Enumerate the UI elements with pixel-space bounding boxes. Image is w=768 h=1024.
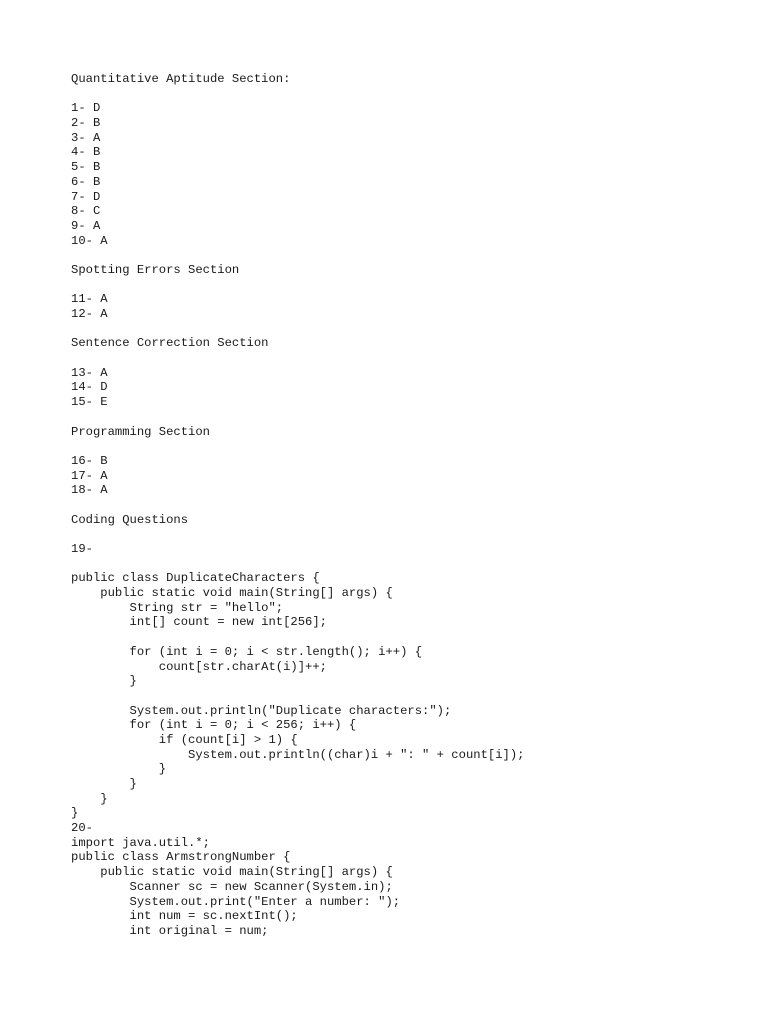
- code-line: public class ArmstrongNumber {: [71, 850, 291, 865]
- section-heading-spotting: Spotting Errors Section: [71, 262, 240, 277]
- code-line: for (int i = 0; i < 256; i++) {: [71, 718, 357, 733]
- answer-line: 6- B: [71, 174, 101, 189]
- spacer: [71, 351, 751, 366]
- question-label-20: 20-: [71, 821, 93, 836]
- code-line: System.out.println("Duplicate characters:");: [71, 703, 452, 718]
- code-line: String str = "hello";: [71, 600, 284, 615]
- spacer: [71, 278, 751, 293]
- code-line: for (int i = 0; i < str.length(); i++) {: [71, 644, 423, 659]
- code-line: System.out.print("Enter a number: ");: [71, 894, 401, 909]
- answer-line: 11- A: [71, 292, 108, 307]
- section-heading-sentence: Sentence Correction Section: [71, 336, 269, 351]
- spacer: [71, 87, 751, 102]
- code-line: import java.util.*;: [71, 835, 210, 850]
- answer-line: 18- A: [71, 483, 108, 498]
- code-line: }: [71, 777, 137, 791]
- code-line: }: [71, 762, 167, 777]
- answer-line: 3- A: [71, 130, 101, 145]
- code-block-19: [71, 571, 751, 821]
- answer-line: 7- D: [71, 189, 101, 204]
- answer-line: 4- B: [71, 145, 101, 160]
- answer-key-document: [71, 72, 751, 939]
- spacer: [71, 248, 751, 263]
- spacer: [71, 410, 751, 425]
- answer-line: 13- A: [71, 365, 108, 380]
- code-line: [71, 689, 751, 704]
- answer-line: 2- B: [71, 116, 101, 131]
- code-line: Scanner sc = new Scanner(System.in);: [71, 879, 393, 894]
- answer-line: 15- E: [71, 395, 108, 410]
- code-line: int original = num;: [71, 923, 269, 938]
- section-heading-programming: Programming Section: [71, 424, 210, 439]
- code-line: [71, 630, 751, 645]
- spacer: [71, 439, 751, 454]
- code-line: int[] count = new int[256];: [71, 615, 327, 630]
- answer-line: 1- D: [71, 101, 101, 116]
- section-heading-coding: Coding Questions: [71, 512, 189, 527]
- answer-line: 8- C: [71, 204, 101, 219]
- answer-line: 10- A: [71, 233, 108, 248]
- code-block-20: [71, 836, 751, 939]
- answer-line: 14- D: [71, 380, 108, 395]
- code-line: }: [71, 674, 137, 689]
- section-heading-quant: Quantitative Aptitude Section:: [71, 72, 291, 86]
- answer-line: 16- B: [71, 453, 108, 468]
- code-line: public static void main(String[] args) {: [71, 865, 393, 880]
- answer-line: 17- A: [71, 468, 108, 483]
- code-line: public class DuplicateCharacters {: [71, 571, 320, 586]
- spacer: [71, 322, 751, 337]
- spacer: [71, 498, 751, 513]
- question-label-19: 19-: [71, 542, 93, 556]
- answer-line: 5- B: [71, 160, 101, 175]
- code-line: if (count[i] > 1) {: [71, 732, 298, 747]
- code-line: }: [71, 791, 108, 806]
- code-line: System.out.println((char)i + ": " + count[i]);: [71, 747, 525, 762]
- code-line: count[str.charAt(i)]++;: [71, 659, 327, 674]
- spacer: [71, 527, 751, 542]
- answer-line: 12- A: [71, 307, 108, 321]
- code-line: }: [71, 806, 79, 821]
- code-line: int num = sc.nextInt();: [71, 909, 298, 924]
- spacer: [71, 557, 751, 572]
- code-line: public static void main(String[] args) {: [71, 586, 393, 601]
- answer-line: 9- A: [71, 218, 101, 233]
